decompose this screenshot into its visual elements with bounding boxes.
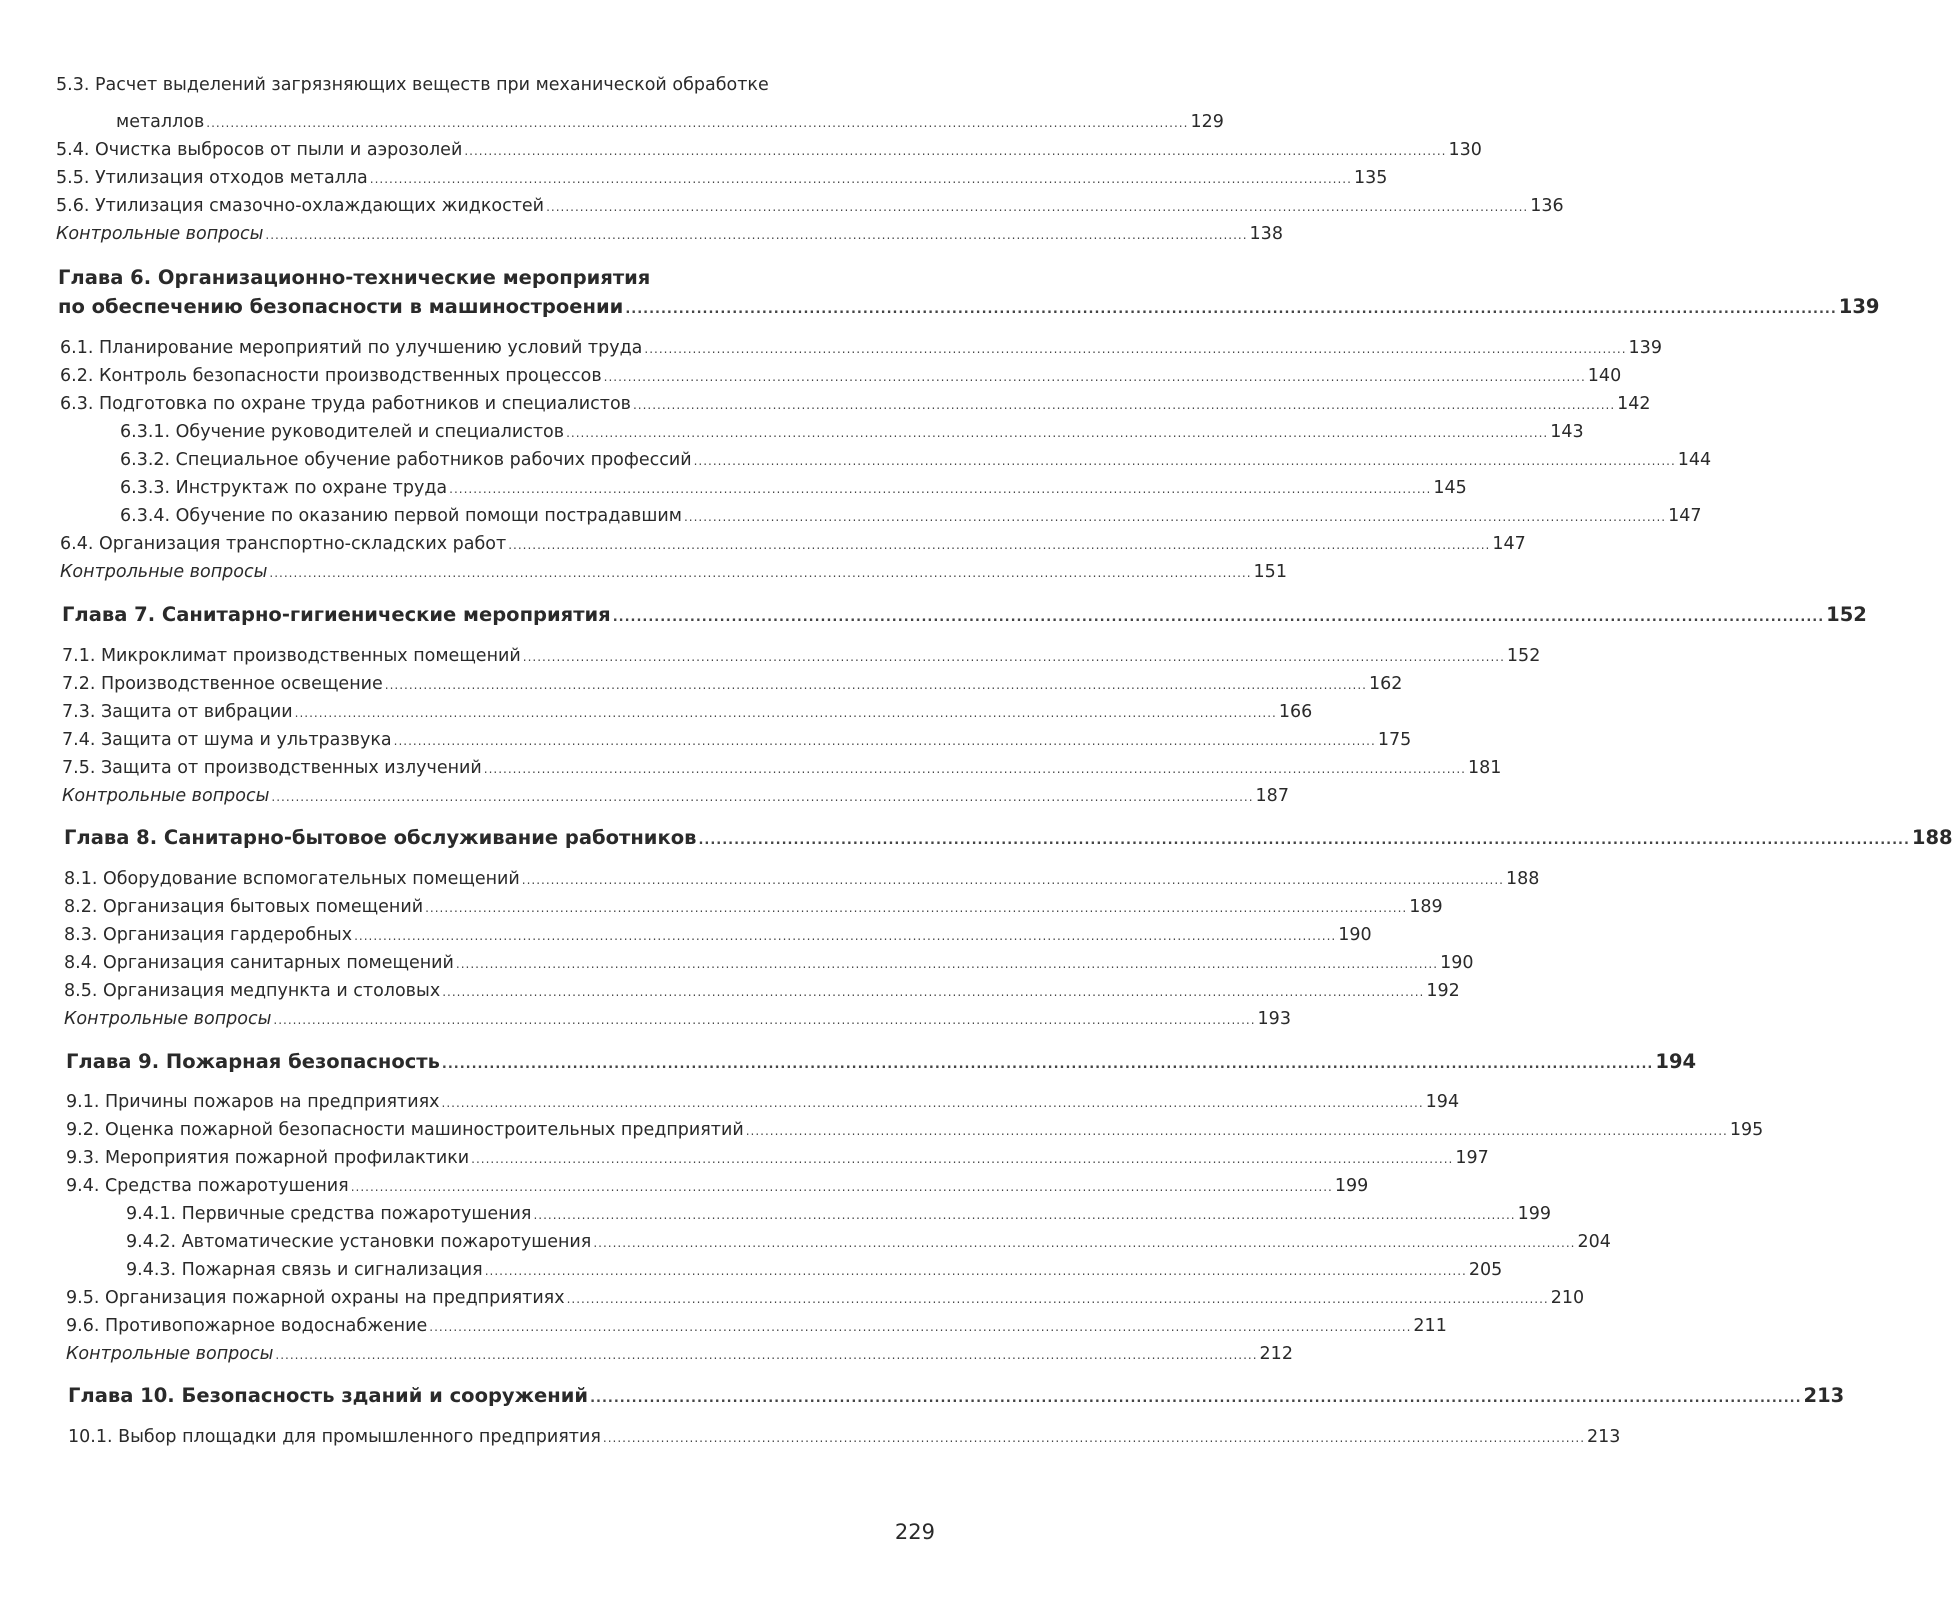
dot-leader: ............................................................................................................................................................................................................ xyxy=(625,302,1837,317)
toc-entry xyxy=(64,1008,1291,1030)
toc-chapter xyxy=(66,1049,1697,1075)
toc-chapter xyxy=(68,1383,1845,1409)
toc-entry xyxy=(66,1315,1447,1337)
toc-entry xyxy=(62,785,1289,807)
toc-entry xyxy=(60,365,1622,387)
toc-entry xyxy=(64,980,1460,1002)
toc-entry xyxy=(56,167,1388,189)
toc-entry-title: 5.3. Расчет выделений загрязняющих веществ при механической обработке xyxy=(56,75,769,95)
toc-entry xyxy=(120,505,1702,527)
toc-entry xyxy=(66,1091,1460,1113)
page-number: 229 xyxy=(894,1520,935,1544)
toc-entry-title: 10.1. Выбор площадки для промышленного предприятия xyxy=(68,1427,601,1447)
toc-entry-page: 140 xyxy=(1587,366,1622,386)
dot-leader: ............................................................................................................................................................................................................ xyxy=(354,929,1337,943)
toc-entry xyxy=(62,701,1313,723)
toc-entry-title: 8.1. Оборудование вспомогательных помещений xyxy=(64,869,520,889)
toc-chapter xyxy=(58,265,929,291)
toc-entry-title: 8.3. Организация гардеробных xyxy=(64,925,353,945)
toc-entry-page: 175 xyxy=(1377,730,1412,750)
toc-entry xyxy=(64,868,1540,890)
toc-entry-page: 204 xyxy=(1577,1232,1611,1252)
toc-chapter-page: 152 xyxy=(1826,603,1867,626)
dot-leader: ............................................................................................................................................................................................................ xyxy=(294,706,1277,720)
toc-entry-page: 189 xyxy=(1409,897,1443,917)
toc-entry-title: 7.4. Защита от шума и ультразвука xyxy=(62,730,392,750)
toc-entry-title: 5.6. Утилизация смазочно-охлаждающих жидкостей xyxy=(56,196,545,216)
toc-entry xyxy=(62,757,1502,779)
dot-leader: ............................................................................................................................................................................................................ xyxy=(269,566,1252,580)
toc-entry-title: 5.4. Очистка выбросов от пыли и аэрозолей xyxy=(56,140,463,160)
toc-entry-page: 197 xyxy=(1455,1148,1489,1168)
toc-chapter-page: 139 xyxy=(1838,295,1880,318)
toc-entry-title: 7.2. Производственное освещение xyxy=(62,674,383,694)
toc-entry-title: 8.5. Организация медпункта и столовых xyxy=(64,981,441,1001)
toc-entry xyxy=(66,1287,1585,1309)
dot-leader: ............................................................................................................................................................................................................ xyxy=(350,1180,1333,1194)
dot-leader: ............................................................................................................................................................................................................ xyxy=(265,228,1248,242)
toc-entry-page: 193 xyxy=(1257,1009,1291,1029)
dot-leader: ............................................................................................................................................................................................................ xyxy=(693,454,1676,468)
toc-entry-title: 8.4. Организация санитарных помещений xyxy=(64,953,454,973)
dot-leader: ............................................................................................................................................................................................................ xyxy=(483,762,1466,776)
dot-leader: ............................................................................................................................................................................................................ xyxy=(590,1391,1802,1406)
toc-entry-title: металлов xyxy=(116,112,205,132)
dot-leader: ............................................................................................................................................................................................................ xyxy=(603,370,1586,384)
toc-entry-title: 6.2. Контроль безопасности производственных процессов xyxy=(60,366,602,386)
toc-entry xyxy=(60,561,1287,583)
dot-leader: ............................................................................................................................................................................................................ xyxy=(441,1096,1424,1110)
toc-entry-title: 5.5. Утилизация отходов металла xyxy=(56,168,368,188)
toc-chapter-title: по обеспечению безопасности в машиностроении xyxy=(58,295,624,318)
toc-entry-page: 139 xyxy=(1628,338,1662,358)
toc-entry-title: 8.2. Организация бытовых помещений xyxy=(64,897,424,917)
dot-leader: ............................................................................................................................................................................................................ xyxy=(745,1124,1728,1138)
toc-entry-title: 6.3.2. Специальное обучение работников рабочих профессий xyxy=(120,450,692,470)
toc-entry-page: 199 xyxy=(1517,1204,1552,1224)
dot-leader: ............................................................................................................................................................................................................ xyxy=(546,200,1529,214)
dot-leader: ............................................................................................................................................................................................................ xyxy=(425,901,1408,915)
toc-entry-page: 162 xyxy=(1368,674,1403,694)
toc-entry-page: 187 xyxy=(1255,786,1289,806)
toc-entry-page: 135 xyxy=(1353,168,1388,188)
dot-leader: ............................................................................................................................................................................................................ xyxy=(271,790,1254,804)
toc-entry xyxy=(120,421,1584,443)
toc-entry-title: 9.1. Причины пожаров на предприятиях xyxy=(66,1092,440,1112)
toc-entry-page: 138 xyxy=(1249,224,1283,244)
dot-leader: ............................................................................................................................................................................................................ xyxy=(484,1264,1467,1278)
toc-entry-title: 9.4.2. Автоматические установки пожаротушения xyxy=(126,1232,592,1252)
toc-entry xyxy=(126,1259,1503,1281)
toc-entry xyxy=(64,952,1474,974)
dot-leader: ............................................................................................................................................................................................................ xyxy=(644,342,1627,356)
dot-leader: ............................................................................................................................................................................................................ xyxy=(273,1013,1256,1027)
dot-leader: ............................................................................................................................................................................................................ xyxy=(369,172,1352,186)
toc-entry-page: 151 xyxy=(1253,562,1287,582)
dot-leader: ............................................................................................................................................................................................................ xyxy=(442,985,1425,999)
toc-entry-title: 6.4. Организация транспортно-складских работ xyxy=(60,534,507,554)
toc-entry-title: Контрольные вопросы xyxy=(64,1009,272,1029)
toc-entry-title: Контрольные вопросы xyxy=(66,1344,274,1364)
toc-entry xyxy=(126,1231,1611,1253)
toc-entry xyxy=(66,1147,1489,1169)
dot-leader: ............................................................................................................................................................................................................ xyxy=(455,957,1439,971)
toc-entry xyxy=(66,1119,1764,1141)
toc-entry xyxy=(60,393,1651,415)
toc-chapter-title: Глава 6. Организационно-технические мероприятия xyxy=(58,266,651,289)
toc-entry-page: 192 xyxy=(1426,981,1460,1001)
toc-chapter-page: 188 xyxy=(1911,826,1953,849)
toc-entry-page: 195 xyxy=(1729,1120,1764,1140)
dot-leader: ............................................................................................................................................................................................................ xyxy=(632,398,1616,412)
toc-entry-page: 194 xyxy=(1425,1092,1460,1112)
toc-entry xyxy=(120,449,1712,471)
dot-leader: ............................................................................................................................................................................................................ xyxy=(384,678,1367,692)
toc-entry-title: 6.3.1. Обучение руководителей и специалистов xyxy=(120,422,565,442)
toc-entry-page: 188 xyxy=(1505,869,1540,889)
toc-entry-page: 152 xyxy=(1506,646,1541,666)
toc-entry-title: 9.3. Мероприятия пожарной профилактики xyxy=(66,1148,470,1168)
toc-entry-title: Контрольные вопросы xyxy=(60,562,268,582)
toc-entry xyxy=(62,645,1541,667)
toc-entry xyxy=(60,533,1526,555)
toc-entry-page: 143 xyxy=(1550,422,1584,442)
toc-chapter-title: Глава 9. Пожарная безопасность xyxy=(66,1050,440,1073)
toc-entry-title: 7.3. Защита от вибрации xyxy=(62,702,293,722)
toc-entry xyxy=(56,223,1283,245)
toc-entry-page: 129 xyxy=(1190,112,1224,132)
dot-leader: ............................................................................................................................................................................................................ xyxy=(533,1208,1516,1222)
toc-entry-title: 6.3.4. Обучение по оказанию первой помощи пострадавшим xyxy=(120,506,682,526)
toc-entry-title: 6.3. Подготовка по охране труда работников и специалистов xyxy=(60,394,631,414)
toc-entry-page: 142 xyxy=(1617,394,1651,414)
toc-entry-title: Контрольные вопросы xyxy=(62,786,270,806)
toc-entry xyxy=(62,673,1403,695)
toc-entry xyxy=(56,139,1482,161)
toc-entry xyxy=(116,111,1224,133)
dot-leader: ............................................................................................................................................................................................................ xyxy=(275,1348,1258,1362)
toc-entry-title: 6.1. Планирование мероприятий по улучшению условий труда xyxy=(60,338,643,358)
toc-entry-title: 9.4.3. Пожарная связь и сигнализация xyxy=(126,1260,483,1280)
toc-chapter xyxy=(64,825,1953,851)
toc-chapter-page: 194 xyxy=(1655,1050,1697,1073)
toc-entry-page: 190 xyxy=(1338,925,1372,945)
toc-entry xyxy=(64,896,1443,918)
toc-entry-page: 147 xyxy=(1668,506,1702,526)
dot-leader: ............................................................................................................................................................................................................ xyxy=(683,510,1667,524)
toc-entry xyxy=(64,924,1372,946)
toc-entry xyxy=(56,74,929,96)
toc-chapter-title: Глава 8. Санитарно-бытовое обслуживание работников xyxy=(64,826,697,849)
toc-entry-page: 190 xyxy=(1440,953,1474,973)
toc-entry xyxy=(120,477,1467,499)
dot-leader: ............................................................................................................................................................................................................ xyxy=(522,650,1505,664)
toc-chapter-title: Глава 10. Безопасность зданий и сооружений xyxy=(68,1384,589,1407)
dot-leader: ............................................................................................................................................................................................................ xyxy=(566,426,1549,440)
dot-leader: ............................................................................................................................................................................................................ xyxy=(521,873,1504,887)
toc-entry xyxy=(60,337,1662,359)
dot-leader: ............................................................................................................................................................................................................ xyxy=(464,144,1447,158)
toc-entry-page: 166 xyxy=(1278,702,1313,722)
toc-entry-page: 199 xyxy=(1334,1176,1369,1196)
dot-leader: ............................................................................................................................................................................................................ xyxy=(441,1057,1654,1072)
toc-chapter xyxy=(62,602,1867,628)
toc-entry xyxy=(62,729,1412,751)
toc-entry-page: 205 xyxy=(1468,1260,1503,1280)
toc-entry-page: 181 xyxy=(1467,758,1502,778)
dot-leader: ............................................................................................................................................................................................................ xyxy=(429,1320,1412,1334)
toc-chapter xyxy=(58,294,1880,320)
toc-entry-page: 213 xyxy=(1587,1427,1621,1447)
toc-entry-title: 7.5. Защита от производственных излучений xyxy=(62,758,482,778)
toc-entry-page: 211 xyxy=(1413,1316,1447,1336)
toc-entry-page: 210 xyxy=(1550,1288,1585,1308)
dot-leader: ............................................................................................................................................................................................................ xyxy=(449,482,1432,496)
toc-entry-title: 9.2. Оценка пожарной безопасности машиностроительных предприятий xyxy=(66,1120,744,1140)
toc-entry xyxy=(126,1203,1552,1225)
toc-entry-title: 9.5. Организация пожарной охраны на предприятиях xyxy=(66,1288,565,1308)
toc-entry-page: 130 xyxy=(1448,140,1482,160)
toc-entry-page: 136 xyxy=(1530,196,1564,216)
toc-entry-title: 7.1. Микроклимат производственных помещений xyxy=(62,646,521,666)
toc-entry-page: 147 xyxy=(1492,534,1526,554)
dot-leader: ............................................................................................................................................................................................................ xyxy=(698,833,1910,848)
toc-chapter-page: 213 xyxy=(1803,1384,1845,1407)
toc-entry xyxy=(66,1175,1369,1197)
toc-entry-page: 144 xyxy=(1677,450,1712,470)
dot-leader: ............................................................................................................................................................................................................ xyxy=(566,1292,1549,1306)
toc-entry-page: 145 xyxy=(1433,478,1467,498)
toc-entry xyxy=(56,195,1564,217)
toc-entry-title: 6.3.3. Инструктаж по охране труда xyxy=(120,478,448,498)
dot-leader: ............................................................................................................................................................................................................ xyxy=(393,734,1376,748)
dot-leader: ............................................................................................................................................................................................................ xyxy=(508,538,1491,552)
dot-leader: ............................................................................................................................................................................................................ xyxy=(593,1236,1576,1250)
toc-entry-title: 9.4. Средства пожаротушения xyxy=(66,1176,349,1196)
toc-chapter-title: Глава 7. Санитарно-гигиенические мероприятия xyxy=(62,603,611,626)
toc-entry-title: 9.6. Противопожарное водоснабжение xyxy=(66,1316,428,1336)
dot-leader: ............................................................................................................................................................................................................ xyxy=(612,610,1825,625)
toc-entry xyxy=(68,1426,1621,1448)
toc-entry-title: Контрольные вопросы xyxy=(56,224,264,244)
dot-leader: ............................................................................................................................................................................................................ xyxy=(471,1152,1454,1166)
toc-entry-title: 9.4.1. Первичные средства пожаротушения xyxy=(126,1204,532,1224)
dot-leader: ............................................................................................................................................................................................................ xyxy=(602,1431,1586,1445)
toc-entry xyxy=(66,1343,1293,1365)
dot-leader: ............................................................................................................................................................................................................ xyxy=(206,116,1189,130)
toc-entry-page: 212 xyxy=(1259,1344,1293,1364)
